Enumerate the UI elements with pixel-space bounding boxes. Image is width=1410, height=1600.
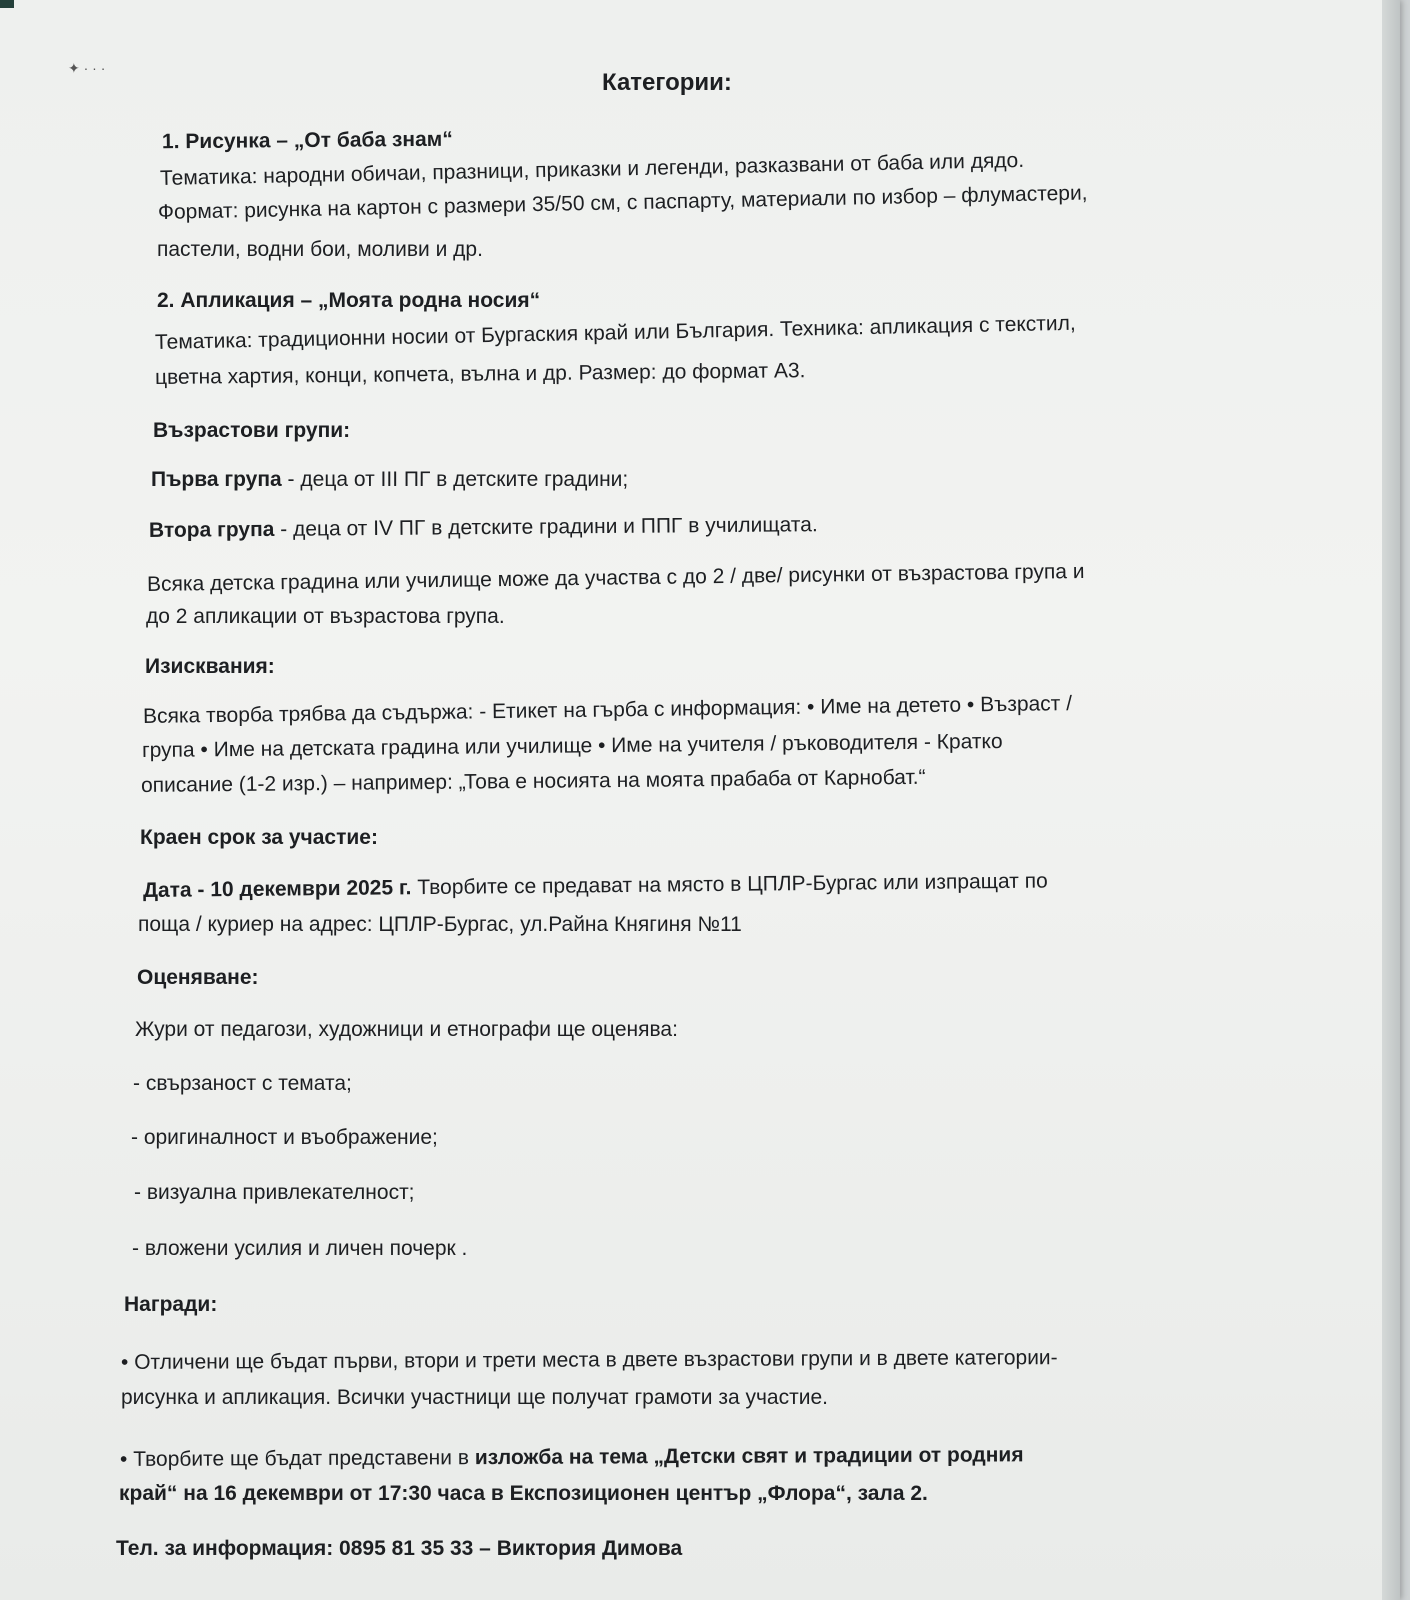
requirements-heading: Изисквания:: [145, 655, 275, 678]
age-group-2-text: - деца от IV ПГ в детските градини и ППГ в училищата.: [274, 513, 818, 541]
evaluation-criterion: - визуална привлекателност;: [134, 1181, 415, 1204]
requirements-line2: група • Име на детската градина или училище • Име на учителя / ръководителя - Кратко: [141, 729, 1003, 762]
evaluation-criterion: - свързаност с темата;: [133, 1072, 352, 1095]
age-group-1-text: - деца от III ПГ в детските градини;: [281, 468, 629, 491]
deadline-line1-rest: Творбите се предават на място в ЦПЛР-Бургас или изпращат по: [411, 869, 1048, 900]
page-edge: [1382, 0, 1400, 1600]
age-group-1-label: Първа група: [151, 468, 282, 491]
category1-line3: пастели, водни бои, моливи и др.: [157, 238, 483, 261]
category2-line2: цветна хартия, конци, копчета, вълна и др. Размер: до формат А3.: [154, 359, 806, 389]
evaluation-heading: Оценяване:: [137, 966, 259, 989]
category2-line1: Тематика: традиционни носии от Бургаския край или България. Техника: апликация с текстил,: [154, 311, 1076, 354]
age-group-1: [151, 467, 628, 493]
contact-line: Тел. за информация: 0895 81 35 33 – Виктория Димова: [116, 1537, 683, 1560]
requirements-line1: Всяка творба трябва да съдържа: - Етикет на гърба с информация: • Име на детето • Възраст /: [142, 692, 1073, 728]
awards-item2-bold: изложба на тема „Детски свят и традиции от родния: [474, 1443, 1024, 1470]
deadline-heading: Краен срок за участие:: [140, 826, 378, 849]
deadline-line1: [143, 869, 1048, 904]
awards-item2-line1: [120, 1442, 1024, 1473]
awards-item1-line1: • Отличени ще бъдат първи, втори и трети места в двете възрастови групи и в двете категории-: [120, 1346, 1058, 1374]
age-group-2-label: Втора група: [148, 517, 275, 542]
page-title: Категории:: [602, 69, 732, 96]
ink-speck: ✦ · · ·: [68, 60, 106, 76]
category2-heading: 2. Апликация – „Моята родна носия“: [157, 289, 541, 312]
category1-line1: Тематика: народни обичаи, празници, приказки и легенди, разказвани от баба или дядо.: [159, 148, 1025, 190]
evaluation-criterion: - оригиналност и въображение;: [131, 1126, 438, 1149]
age-groups-note-line1: Всяка детска градина или училище може да участва с до 2 / две/ рисунки от възрастова група и: [146, 559, 1085, 596]
requirements-line3: описание (1-2 изр.) – например: „Това е носията на моята прабаба от Карнобат.“: [140, 765, 926, 797]
evaluation-criterion: - вложени усилия и личен почерк .: [132, 1237, 468, 1260]
awards-item1-line2: рисунка и апликация. Всички участници ще получат грамоти за участие.: [121, 1386, 828, 1409]
awards-item2-line2: край“ на 16 декември от 17:30 часа в Експозиционен център „Флора“, зала 2.: [119, 1482, 928, 1505]
age-group-2: [149, 512, 818, 544]
category1-heading: 1. Рисунка – „От баба знам“: [161, 127, 453, 154]
age-groups-heading: Възрастови групи:: [153, 419, 351, 442]
awards-item2-plain: • Творбите ще бъдат представени в: [119, 1446, 475, 1471]
page-corner-shadow: [0, 0, 14, 8]
evaluation-intro: Жури от педагози, художници и етнографи ще оценява:: [135, 1018, 678, 1041]
age-groups-note-line2: до 2 апликации от възрастова група.: [146, 605, 505, 628]
deadline-line2: поща / куриер на адрес: ЦПЛР-Бургас, ул.Райна Княгиня №11: [138, 913, 742, 936]
deadline-date: Дата - 10 декември 2025 г.: [142, 876, 412, 902]
awards-heading: Награди:: [124, 1293, 218, 1316]
category1-line2: Формат: рисунка на картон с размери 35/50 см, с паспарту, материали по избор – флумастери,: [157, 181, 1088, 224]
